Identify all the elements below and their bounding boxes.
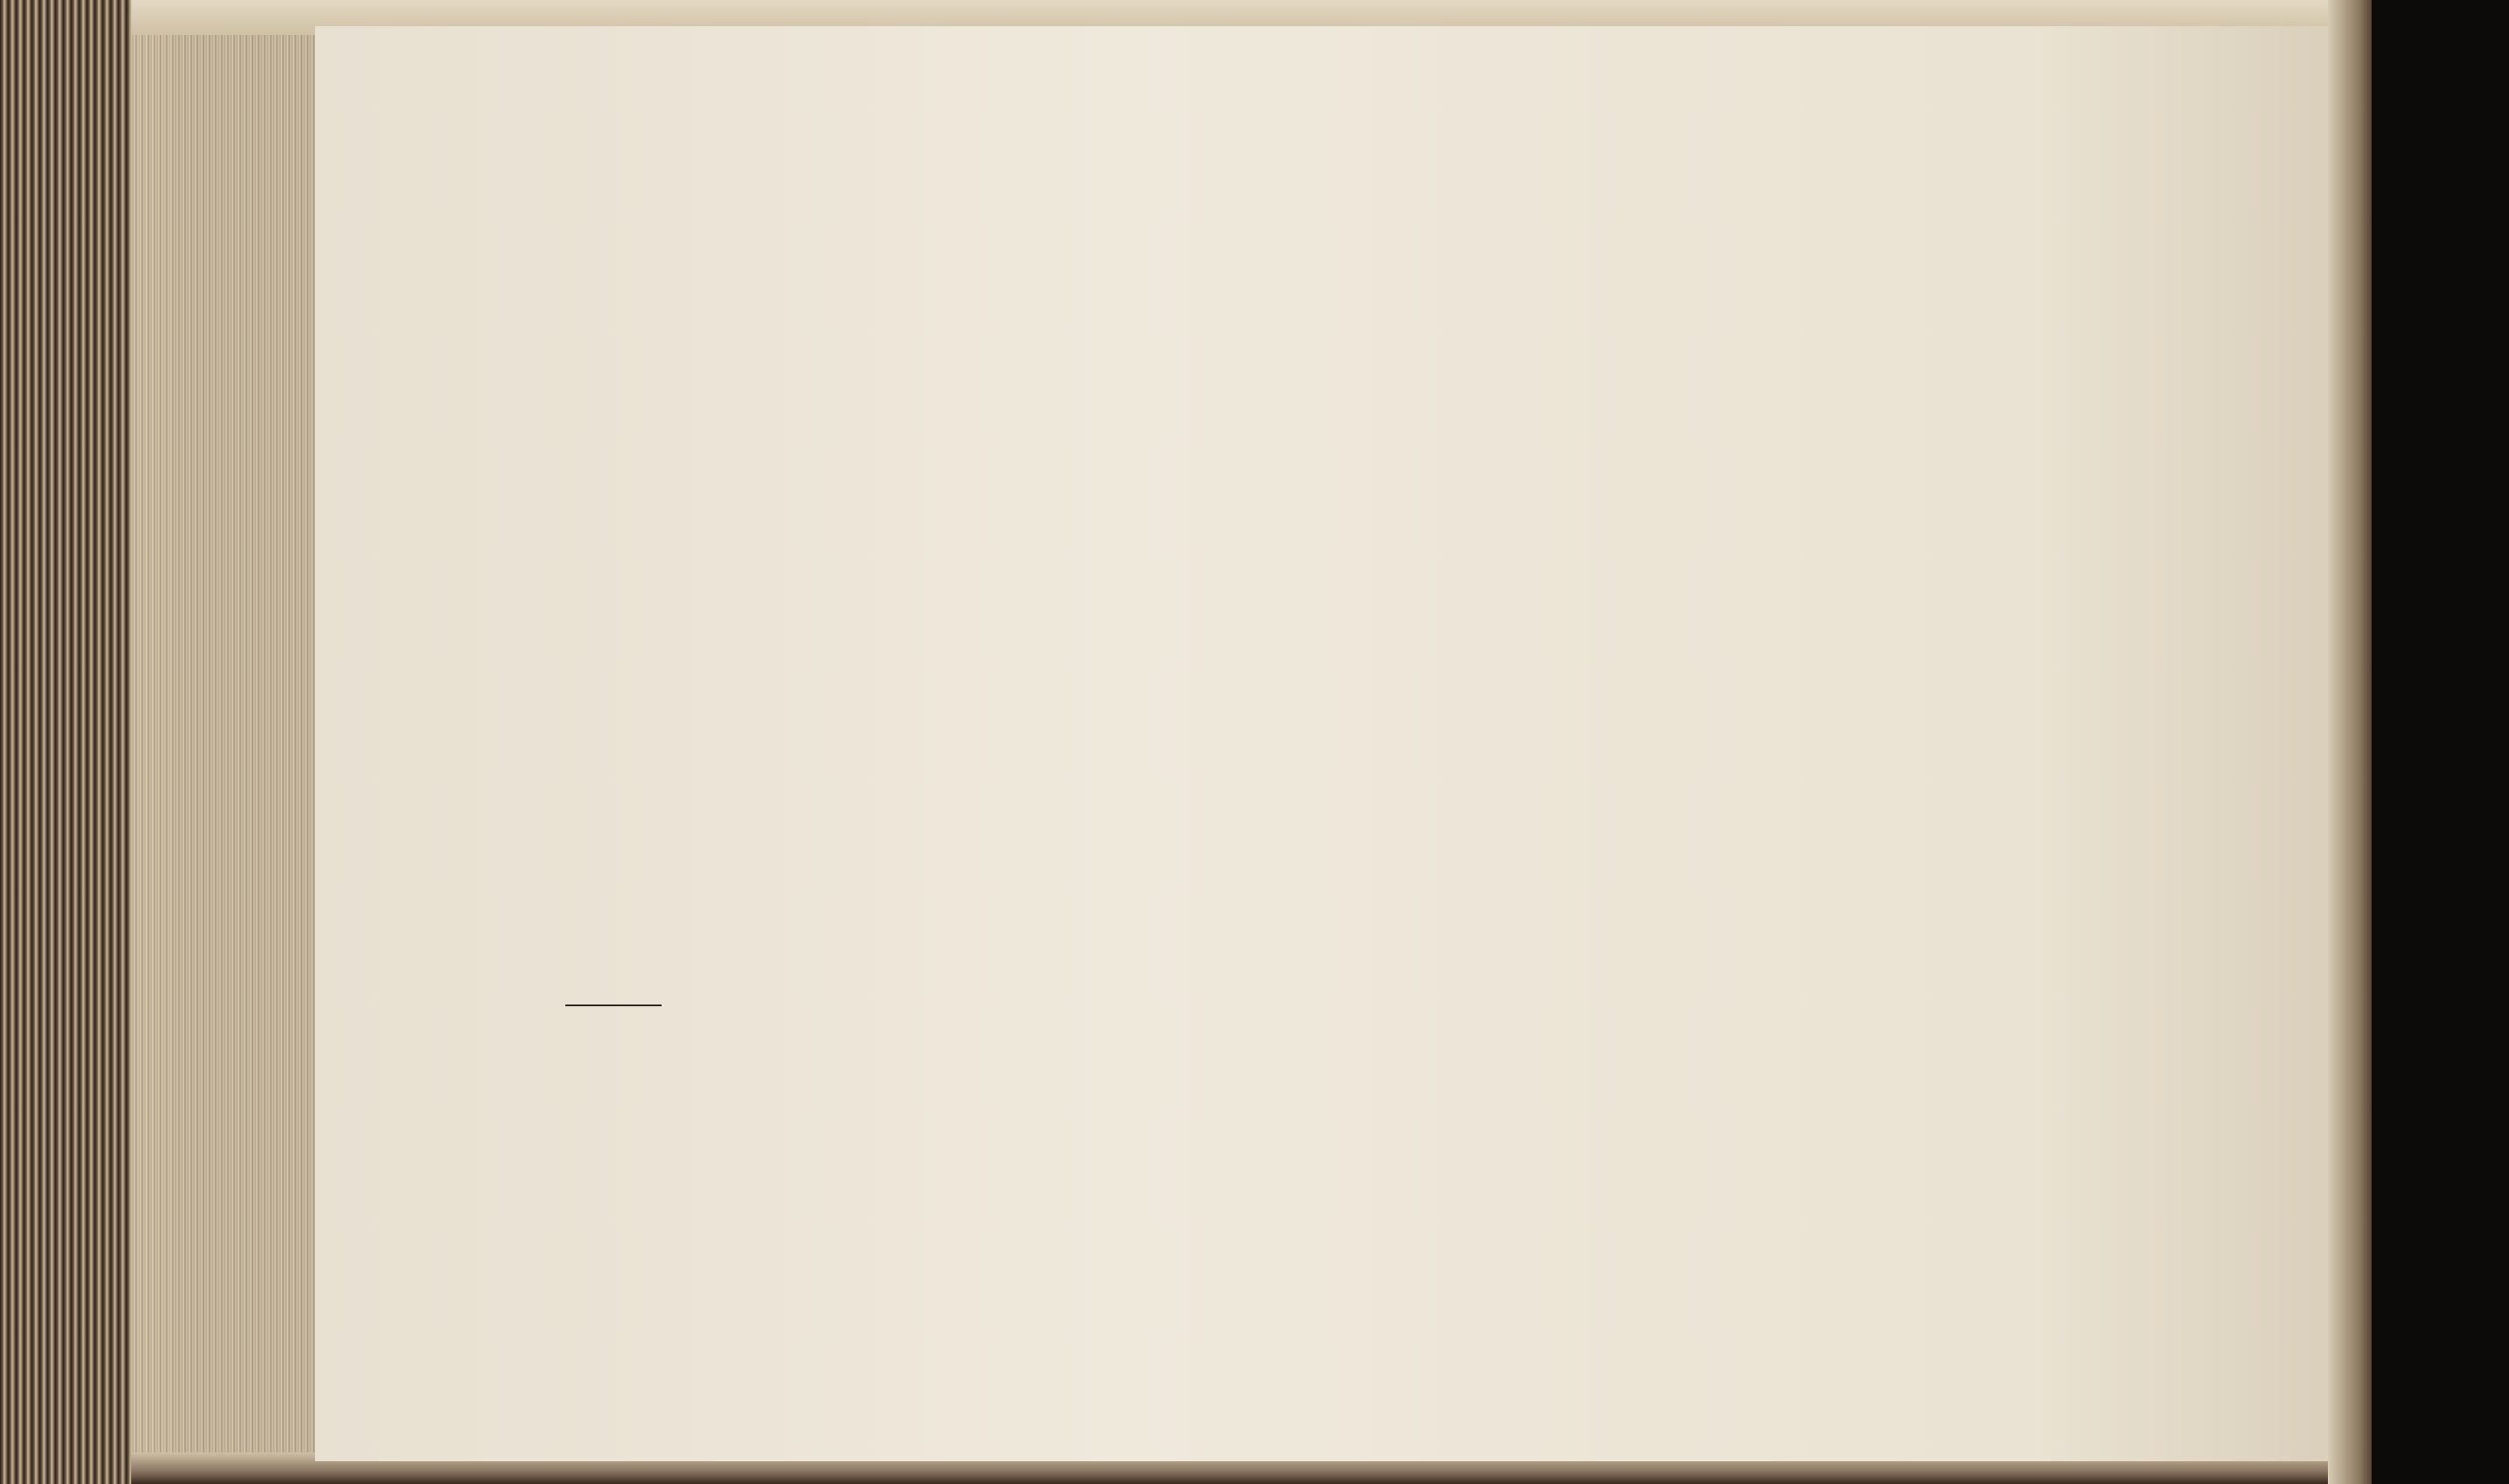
section-title bbox=[449, 96, 494, 1409]
page-fore-edge bbox=[131, 0, 324, 1484]
committee-divider bbox=[565, 1004, 662, 1006]
book-binding bbox=[2372, 0, 2509, 1484]
section-intro-line bbox=[494, 96, 528, 1409]
committee-list bbox=[562, 96, 665, 1409]
section-closing-line bbox=[698, 96, 732, 1409]
rotated-text-block bbox=[346, 96, 2297, 1409]
judges-heading bbox=[402, 96, 444, 1409]
section-closing-line bbox=[665, 96, 698, 1409]
running-header bbox=[346, 96, 391, 1409]
section-intro-line bbox=[528, 96, 561, 1409]
